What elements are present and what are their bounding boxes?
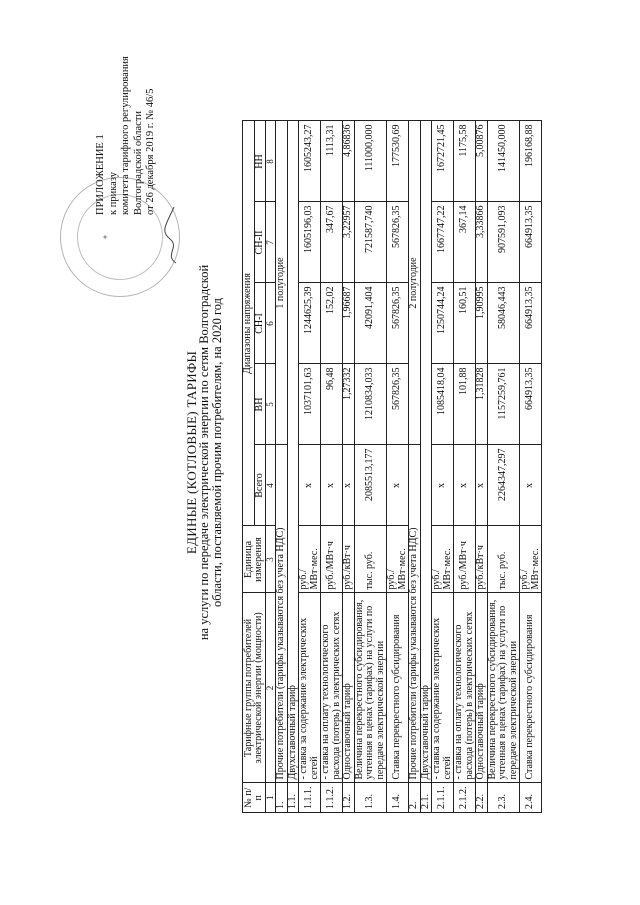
cell-nn: 1175,58: [454, 121, 476, 202]
header-unit: Единица измерения: [243, 526, 266, 593]
row-unit: руб./МВт·мес.: [520, 526, 542, 593]
cell-total: х: [520, 445, 542, 526]
row-unit: тыс. руб.: [354, 526, 387, 593]
table-row: [487, 121, 520, 813]
row-num: 2.3.: [487, 783, 520, 813]
section-title: Прочие потребители (тарифы указываются без учета НДС): [409, 445, 421, 783]
row-name: Величина перекрестного субсидирования, учтенная в ценах (тарифах) на услуги по передаче электрической энергии: [487, 593, 520, 783]
row-num: 2.1.1.: [432, 783, 454, 813]
row-name: Двухставочный тариф: [420, 121, 432, 783]
title-sub-2: области, поставляемой прочим потребителям, на 2020 год: [210, 297, 224, 608]
cell-total: 2085513,177: [354, 445, 387, 526]
table-row: [476, 121, 488, 813]
row-unit: руб./МВт·мес.: [387, 526, 409, 593]
cell-vn: 101,88: [454, 364, 476, 445]
table-row: [287, 121, 299, 813]
table-row: [343, 121, 355, 813]
cell-sn2: 907591,093: [487, 202, 520, 283]
approval-line-appendix: ПРИЛОЖЕНИЕ 1: [95, 134, 106, 215]
table-row: [299, 121, 321, 813]
header-nn: НН: [254, 121, 266, 202]
title-sub-1: на услуги по передаче электрической энергии по сетям Волгоградской: [197, 264, 211, 641]
cell-sn1: 152,02: [321, 283, 343, 364]
table-header-row: [243, 121, 255, 813]
cell-total: х: [432, 445, 454, 526]
cell-sn2: 367,14: [454, 202, 476, 283]
document-title: [185, 0, 224, 905]
col-index: 5: [266, 364, 276, 445]
row-num: 1.1.2.: [321, 783, 343, 813]
col-index: 8: [266, 121, 276, 202]
cell-nn: 1113,31: [321, 121, 343, 202]
row-num: 2.2.: [476, 783, 488, 813]
col-index: 4: [266, 445, 276, 526]
column-index-row: [266, 121, 276, 813]
header-vn: ВН: [254, 364, 266, 445]
table-row: [354, 121, 387, 813]
header-group: Тарифные группы потребителей электрической энергии (мощности): [243, 593, 266, 783]
col-index: 2: [266, 593, 276, 783]
cell-nn: 1605243,27: [299, 121, 321, 202]
row-num: 2.1.: [420, 783, 432, 813]
cell-nn: 177530,69: [387, 121, 409, 202]
col-index: 6: [266, 283, 276, 364]
cell-sn2: 664913,35: [520, 202, 542, 283]
cell-sn2: 347,67: [321, 202, 343, 283]
cell-vn: 1210834,033: [354, 364, 387, 445]
row-name: - ставка на оплату технологического расхода (потерь) в электрических сетях: [321, 593, 343, 783]
cell-sn1: 42091,404: [354, 283, 387, 364]
section-num: 2.: [409, 783, 421, 813]
cell-nn: 111000,000: [354, 121, 387, 202]
tariff-table: [242, 121, 542, 814]
cell-vn: 1,27332: [343, 364, 355, 445]
cell-sn1: 1250744,24: [432, 283, 454, 364]
title-main: ЕДИНЫЕ (КОТЛОВЫЕ) ТАРИФЫ: [184, 350, 199, 555]
header-num: № п/п: [243, 783, 266, 813]
cell-sn1: 567826,35: [387, 283, 409, 364]
section-title: Прочие потребители (тарифы указываются без учета НДС): [276, 445, 288, 783]
signature-mark: [162, 205, 182, 265]
table-row: [432, 121, 454, 813]
cell-sn2: 1667747,22: [432, 202, 454, 283]
cell-vn: 1037101,63: [299, 364, 321, 445]
cell-nn: 141450,000: [487, 121, 520, 202]
cell-total: 2264347,297: [487, 445, 520, 526]
table-row: [454, 121, 476, 813]
cell-total: х: [299, 445, 321, 526]
cell-sn1: 1244625,39: [299, 283, 321, 364]
cell-total: х: [343, 445, 355, 526]
row-num: 1.3.: [354, 783, 387, 813]
row-unit: руб./МВт·ч: [321, 526, 343, 593]
approval-line-order: к приказу: [107, 172, 119, 215]
row-name: Одноставочный тариф: [476, 593, 488, 783]
header-total: Всего: [254, 445, 266, 526]
cell-total: х: [476, 445, 488, 526]
row-num: 2.4.: [520, 783, 542, 813]
table-row: [520, 121, 542, 813]
approval-line-committee: комитета тарифного регулирования: [120, 56, 131, 215]
cell-vn: 567826,35: [387, 364, 409, 445]
cell-total: х: [387, 445, 409, 526]
row-name: - ставка на оплату технологического расхода (потерь) в электрических сетях: [454, 593, 476, 783]
section-num: 1.: [276, 783, 288, 813]
row-name: - ставка за содержание электрических сетей: [432, 593, 454, 783]
table-row: [321, 121, 343, 813]
cell-sn2: 567826,35: [387, 202, 409, 283]
cell-nn: 5,00876: [476, 121, 488, 202]
period-label: 1 полугодие: [276, 121, 288, 445]
period-label: 2 полугодие: [409, 121, 421, 445]
section-row: [409, 121, 421, 813]
row-name: - ставка за содержание электрических сетей: [299, 593, 321, 783]
header-sn1: СН-I: [254, 283, 266, 364]
cell-vn: 1085418,04: [432, 364, 454, 445]
cell-sn1: 160,51: [454, 283, 476, 364]
cell-sn2: 1605196,03: [299, 202, 321, 283]
table-row: [387, 121, 409, 813]
cell-nn: 4,86836: [343, 121, 355, 202]
cell-sn1: 1,96687: [343, 283, 355, 364]
row-num: 1.4.: [387, 783, 409, 813]
col-index: 1: [266, 783, 276, 813]
row-unit: руб./кВт·ч: [476, 526, 488, 593]
cell-sn1: 58046,443: [487, 283, 520, 364]
approval-line-date: от 26 декабря 2019 г. № 46/5: [145, 88, 156, 215]
row-name: Одноставочный тариф: [343, 593, 355, 783]
row-name: Ставка перекрестного субсидирования: [387, 593, 409, 783]
row-unit: тыс. руб.: [487, 526, 520, 593]
cell-vn: 1,31828: [476, 364, 488, 445]
section-row: [276, 121, 288, 813]
col-index: 3: [266, 526, 276, 593]
cell-total: х: [321, 445, 343, 526]
row-unit: руб./МВт·мес.: [432, 526, 454, 593]
cell-sn2: 3,22957: [343, 202, 355, 283]
cell-nn: 196168,88: [520, 121, 542, 202]
table-row: [420, 121, 432, 813]
cell-sn1: 664913,35: [520, 283, 542, 364]
col-index: 7: [266, 202, 276, 283]
approval-block: [95, 56, 158, 215]
seal-text: ✦: [101, 233, 110, 241]
row-name: Ставка перекрестного субсидирования: [520, 593, 542, 783]
row-num: 2.1.2.: [454, 783, 476, 813]
cell-sn2: 721587,740: [354, 202, 387, 283]
row-name: Двухставочный тариф: [287, 121, 299, 783]
row-num: 1.1.: [287, 783, 299, 813]
row-unit: руб./кВт·ч: [343, 526, 355, 593]
row-name: Величина перекрестного субсидирования, учтенная в ценах (тарифах) на услуги по передаче электрической энергии: [354, 593, 387, 783]
row-unit: руб./МВт·ч: [454, 526, 476, 593]
cell-vn: 96,48: [321, 364, 343, 445]
cell-total: х: [454, 445, 476, 526]
header-sn2: СН-II: [254, 202, 266, 283]
header-ranges: Диапазоны напряжения: [243, 121, 255, 526]
approval-line-region: Волгоградской области: [132, 110, 144, 215]
cell-vn: 664913,35: [520, 364, 542, 445]
cell-vn: 1157259,761: [487, 364, 520, 445]
row-num: 1.1.1.: [299, 783, 321, 813]
cell-nn: 1672721,45: [432, 121, 454, 202]
cell-sn2: 3,33866: [476, 202, 488, 283]
row-num: 1.2.: [343, 783, 355, 813]
cell-sn1: 1,90995: [476, 283, 488, 364]
row-unit: руб./МВт·мес.: [299, 526, 321, 593]
